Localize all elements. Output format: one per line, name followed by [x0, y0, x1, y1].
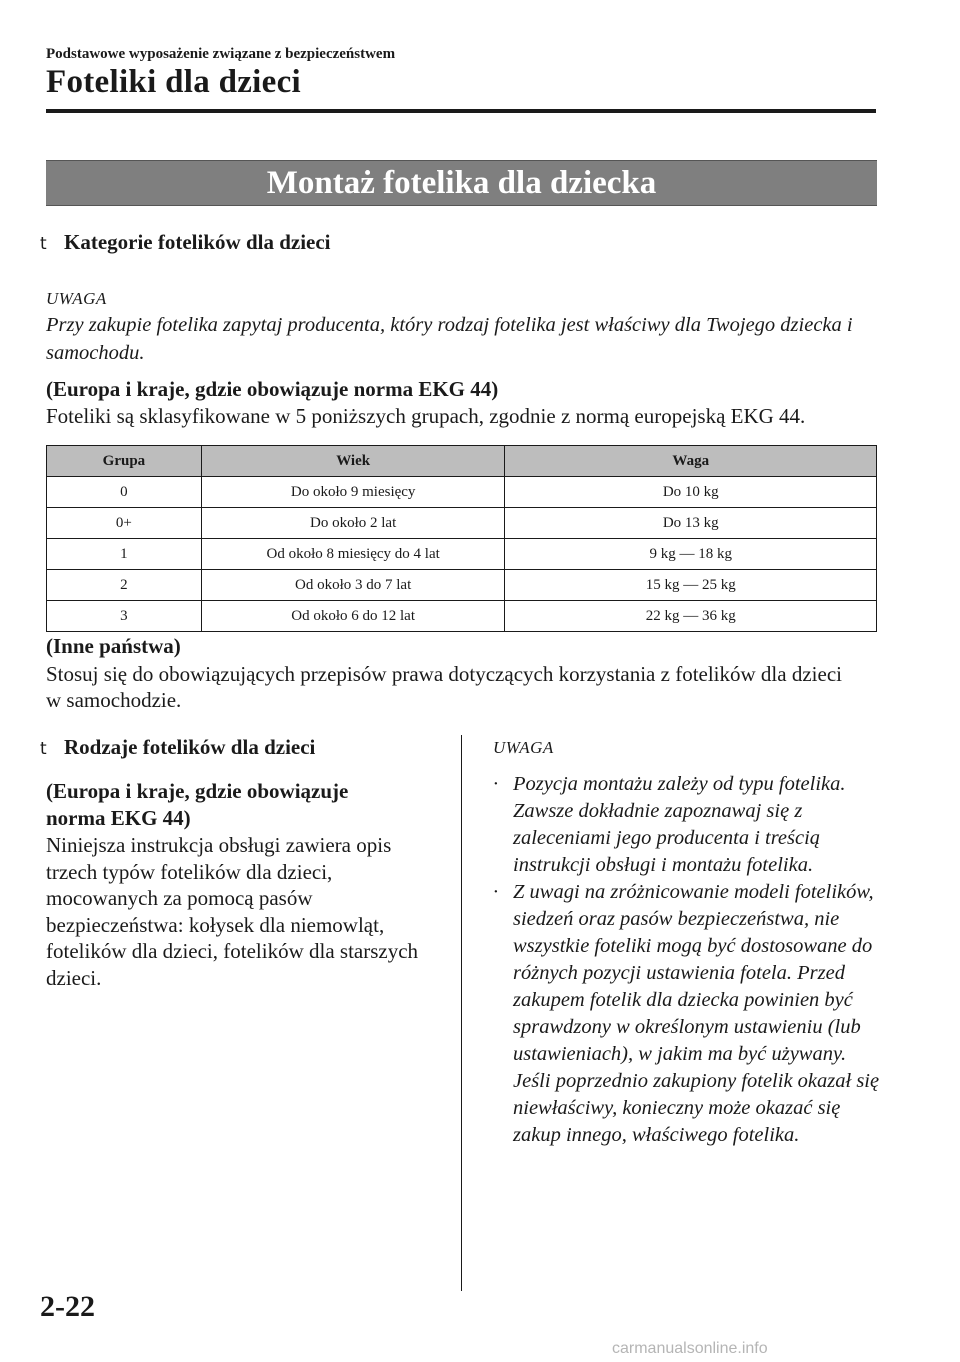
- region-other-text: Stosuj się do obowiązujących przepisów prawa dotyczących korzystania z fotelików dla dzieci w samochodzie.: [46, 662, 842, 712]
- table-cell: 15 kg — 25 kg: [505, 570, 877, 601]
- table-cell: Do około 9 miesięcy: [201, 477, 505, 508]
- column-divider: [461, 735, 462, 1291]
- table-cell: 0+: [47, 508, 202, 539]
- table-row: [47, 601, 877, 632]
- region-heading-europe: (Europa i kraje, gdzie obowiązuje norma EKG 44): [46, 377, 499, 401]
- table-cell: 0: [47, 477, 202, 508]
- subheading-types: [40, 735, 315, 760]
- table-row: [47, 570, 877, 601]
- page-number: 2-22: [40, 1290, 95, 1323]
- table-cell: 1: [47, 539, 202, 570]
- types-description: Niniejsza instrukcja obsługi zawiera opis trzech typów fotelików dla dzieci, mocowanych za pomocą pasów bezpieczeństwa: kołysek dla niemowląt, fotelików dla dzieci, fotelików dla starszych dzieci.: [46, 833, 419, 990]
- note-label-2: UWAGA: [493, 738, 554, 757]
- section-banner: Montaż fotelika dla dziecka: [46, 160, 877, 206]
- subheading-types-label: Rodzaje fotelików dla dzieci: [64, 735, 316, 759]
- region-europe-text: Foteliki są sklasyfikowane w 5 poniższych grupach, zgodnie z normą europejską EKG 44.: [46, 404, 806, 428]
- page-title: Foteliki dla dzieci: [46, 64, 302, 100]
- table-cell: 22 kg — 36 kg: [505, 601, 877, 632]
- table-cell: 9 kg — 18 kg: [505, 539, 877, 570]
- table-header-row: [47, 446, 877, 477]
- table-cell: 2: [47, 570, 202, 601]
- table-cell: 3: [47, 601, 202, 632]
- list-item: [493, 879, 881, 1149]
- table-cell: Do 13 kg: [505, 508, 877, 539]
- region-heading-other: (Inne państwa): [46, 634, 181, 658]
- bullet-icon: t: [40, 739, 47, 759]
- note-list: [493, 771, 881, 1149]
- table-cell: Od około 6 do 12 lat: [201, 601, 505, 632]
- table-cell: Do 10 kg: [505, 477, 877, 508]
- note-text: Przy zakupie fotelika zapytaj producenta, który rodzaj fotelika jest właściwy dla Twojego dziecka i samochodu.: [46, 314, 853, 364]
- table-cell: Od około 3 do 7 lat: [201, 570, 505, 601]
- bullet-dot-icon: ·: [493, 881, 499, 903]
- header-divider: [46, 109, 876, 113]
- table-cell: Do około 2 lat: [201, 508, 505, 539]
- list-item-text: Z uwagi na zróżnicowanie modeli fotelików, siedzeń oraz pasów bezpieczeństwa, nie wszystkie foteliki mogą być dostosowane do różnych pozycji ustawienia fotela. Przed zakupem fotelik dla dziecka powinien być sprawdzony w określonym ustawieniu (lub ustawieniach), w jakim ma być używany. Jeśli poprzednio zakupiony fotelik okazał się niewłaściwy, konieczny może okazać się zakup innego, właściwego fotelika.: [513, 881, 880, 1146]
- table-header-cell: Waga: [505, 446, 877, 477]
- list-item-text: Pozycja montażu zależy od typu fotelika. Zawsze dokładnie zapoznawaj się z zaleceniami jego producenta i treścią instrukcji obsługi i montażu fotelika.: [513, 773, 846, 876]
- table-row: [47, 539, 877, 570]
- table-row: [47, 477, 877, 508]
- bullet-dot-icon: ·: [493, 773, 499, 795]
- table-cell: Od około 8 miesięcy do 4 lat: [201, 539, 505, 570]
- subheading-categories: [40, 230, 331, 255]
- child-seat-groups-table: [46, 445, 877, 632]
- note-label: UWAGA: [46, 289, 107, 308]
- table-header-cell: Wiek: [201, 446, 505, 477]
- watermark: carmanualsonline.info: [612, 1340, 768, 1357]
- running-header-section: Podstawowe wyposażenie związane z bezpieczeństwem: [46, 46, 396, 62]
- bullet-icon: t: [40, 234, 47, 254]
- subheading-categories-label: Kategorie fotelików dla dzieci: [64, 230, 331, 254]
- region-heading-europe-2: (Europa i kraje, gdzie obowiązuje norma EKG 44): [46, 779, 349, 830]
- list-item: [493, 771, 881, 879]
- table-header-cell: Grupa: [47, 446, 202, 477]
- table-row: [47, 508, 877, 539]
